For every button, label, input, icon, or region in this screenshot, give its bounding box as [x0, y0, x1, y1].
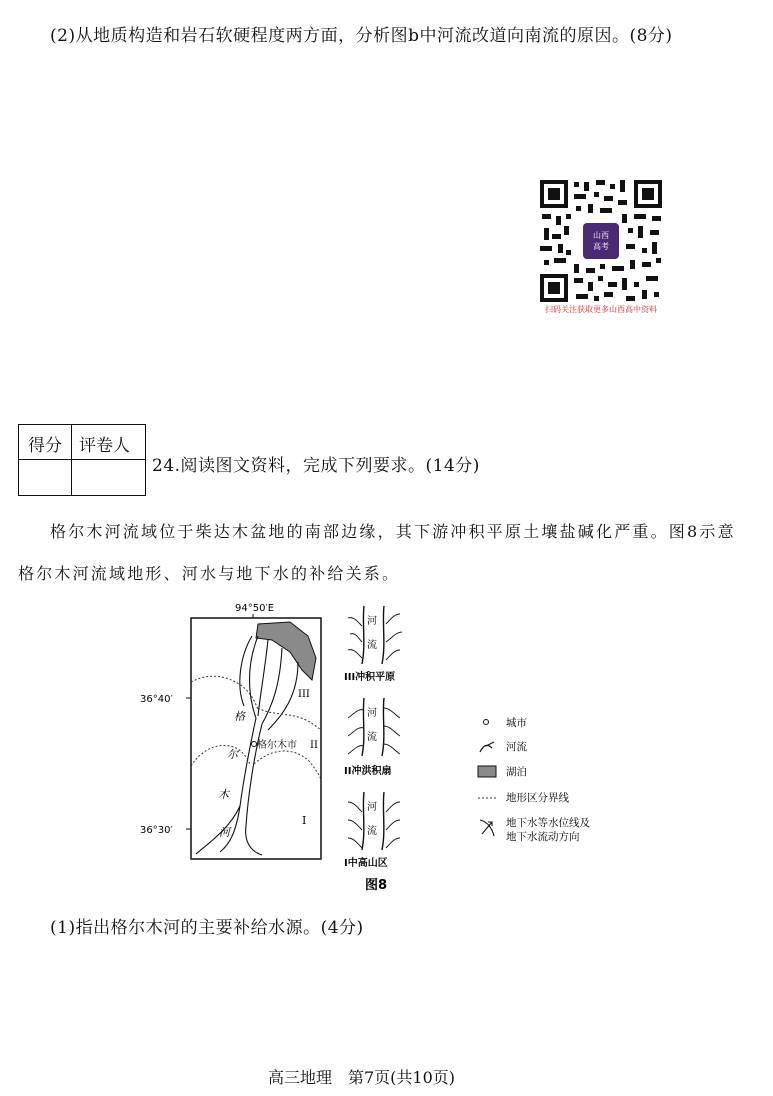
river-char-1: 格 [234, 710, 245, 723]
question-24-text: 24.阅读图文资料，完成下列要求。(14分) [152, 456, 480, 476]
zone-III-label: III [298, 689, 310, 700]
zone-II-label: II [310, 740, 318, 751]
qr-center-text-1: 山西 [593, 231, 609, 240]
legend-river: 河流 [506, 741, 527, 753]
panel-II [344, 698, 400, 777]
legend [478, 716, 590, 843]
qr-center-text-2: 高考 [593, 242, 609, 251]
panel-III-label: III冲积平原 [344, 672, 396, 683]
legend-groundwater-1: 地下水等水位线及 [506, 817, 590, 829]
zone-I-label: I [302, 814, 307, 827]
qr-code [538, 178, 664, 304]
lat-bottom-label: 36°30′ [140, 825, 173, 836]
panel-I-char-2: 流 [367, 826, 377, 837]
legend-groundwater-2: 地下水流动方向 [506, 831, 580, 843]
score-header: 得分 [28, 436, 62, 456]
longitude-label: 94°50′E [235, 603, 275, 614]
river-char-4: 河 [219, 826, 230, 839]
panel-I-char-1: 河 [367, 802, 377, 813]
paragraph-line-2: 格尔木河流域地形、河水与地下水的补给关系。 [18, 564, 401, 583]
legend-river-icon [480, 742, 494, 752]
lat-top-label: 36°40′ [140, 694, 173, 705]
panel-II-char-2: 流 [367, 732, 377, 743]
score-table [18, 424, 146, 496]
legend-lake-icon [478, 766, 496, 777]
panel-II-char-1: 河 [367, 708, 377, 719]
city-label: 格尔木市 [257, 740, 297, 751]
city-marker [252, 742, 257, 747]
panel-III [344, 606, 402, 683]
legend-city-icon [484, 720, 489, 725]
grader-header: 评卷人 [79, 436, 130, 456]
river-char-3: 木 [218, 788, 229, 801]
figure-8 [140, 596, 620, 900]
legend-groundwater-icon [480, 820, 494, 836]
legend-city: 城市 [506, 717, 527, 729]
panel-I [344, 792, 400, 869]
question-2-text: (2)从地质构造和岩石软硬程度两方面，分析图b中河流改道向南流的原因。(8分) [50, 26, 673, 46]
legend-boundary: 地形区分界线 [506, 792, 569, 804]
paragraph-line-1: 格尔木河流域位于柴达木盆地的南部边缘，其下游冲积平原土壤盐碱化严重。图8示意 [50, 522, 736, 541]
legend-lake: 湖泊 [506, 766, 527, 778]
panel-II-label: II冲洪积扇 [344, 766, 392, 777]
panel-III-char-1: 河 [367, 616, 377, 627]
panel-I-label: I中高山区 [344, 858, 388, 869]
page-footer: 高三地理 第7页(共10页) [268, 1068, 456, 1087]
figure-title: 图8 [365, 878, 388, 893]
question-24-1-text: (1)指出格尔木河的主要补给水源。(4分) [50, 918, 364, 938]
panel-III-char-2: 流 [367, 640, 377, 651]
river-char-2: 尔 [227, 748, 238, 761]
qr-caption: 扫码关注获取更多山西高中资料 [545, 305, 657, 314]
